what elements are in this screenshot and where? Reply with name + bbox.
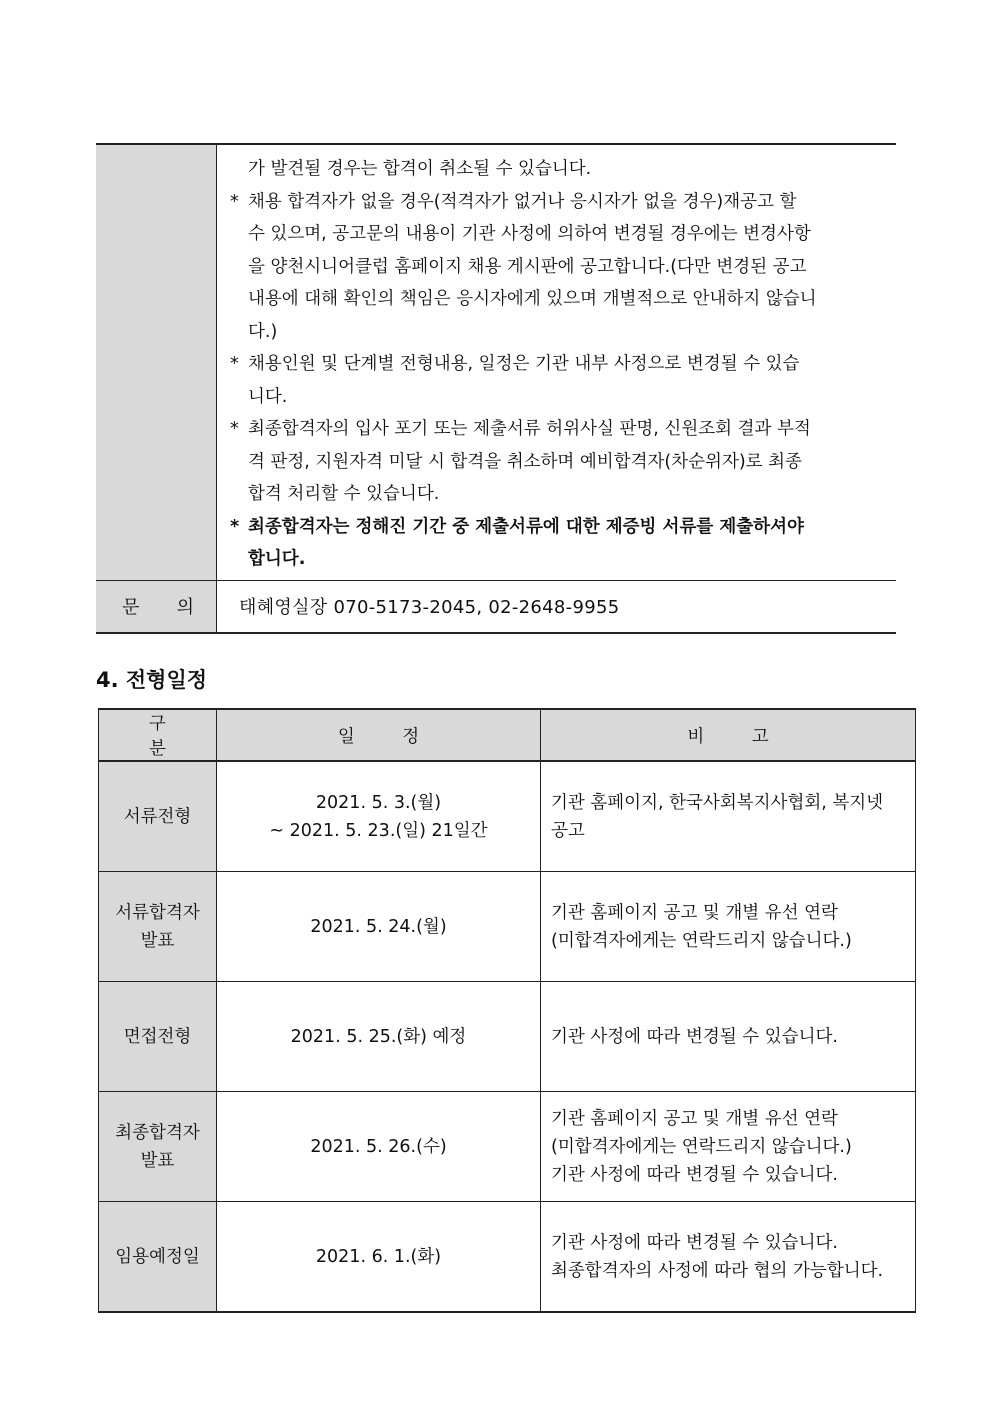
date-cell [217,1092,541,1202]
contact-label [96,593,216,619]
stage-line: 서류합격자 [115,902,200,923]
bullet-asterisk: * [230,516,240,537]
header-category: 구 분 [99,709,217,761]
bullet-asterisk: * [230,191,239,212]
note-text: 최종합격자의 입사 포기 또는 제출서류 허위사실 판명, 신원조회 결과 부적 [248,419,811,439]
note-line: (미합격자에게는 연락드리지 않습니다.) [551,1136,852,1157]
notes-list [217,145,896,580]
note-line: 기관 홈페이지 공고 및 개별 유선 연락 [551,902,838,923]
header-schedule: 일 정 [217,709,541,761]
note-cell [541,1202,916,1313]
stage-cell [99,761,217,872]
note-line [230,511,880,544]
schedule-header-row [99,709,916,761]
stage-line: 최종합격자 [115,1122,200,1143]
stage-line: 서류전형 [123,806,192,827]
date-line: 2021. 5. 3.(월) [315,792,442,813]
bullet-asterisk: * [230,354,239,374]
bullet-asterisk: * [230,419,239,439]
contact-label-char-2: 의 [176,597,194,618]
note-text: 최종합격자는 정해진 기간 중 제출서류에 대한 제증빙 서류를 제출하셔야 [248,516,804,537]
date-line: 2021. 5. 25.(화) 예정 [290,1026,467,1047]
note-text: 합니다. [248,549,306,569]
note-line [230,186,880,219]
contact-value-cell [217,580,897,633]
stage-cell [99,982,217,1092]
section-heading: 4. 전형일정 [96,668,208,692]
schedule-body [99,761,916,1312]
notes-label-cell [96,144,217,580]
note-text: 을 양천시니어클럽 홈페이지 채용 게시판에 공고합니다.(다만 변경된 공고 [248,256,807,277]
note-line: 기관 홈페이지 공고 및 개별 유선 연락 [551,1108,838,1129]
contact-label-cell [96,580,217,633]
note-line: (미합격자에게는 연락드리지 않습니다.) [551,930,852,951]
stage-cell [99,1202,217,1313]
stage-line: 면접전형 [123,1026,192,1047]
notes-table [96,143,896,634]
date-cell [217,1202,541,1313]
schedule-table [98,708,916,1313]
schedule-row [99,761,916,872]
date-cell [217,872,541,982]
contact-label-char-1: 문 [122,597,140,618]
note-text: 수 있으며, 공고문의 내용이 기관 사정에 의하여 변경될 경우에는 변경사항 [248,224,811,244]
note-line [230,543,880,576]
note-line [230,316,880,349]
note-line: 기관 사정에 따라 변경될 수 있습니다. [551,1026,838,1047]
note-line [230,381,880,414]
note-text: 합격 처리할 수 있습니다. [248,484,440,504]
note-text: 니다. [248,386,288,407]
stage-cell [99,1092,217,1202]
date-line: ~ 2021. 5. 23.(일) 21일간 [269,820,488,841]
note-line [230,413,880,446]
note-text: 다.) [248,321,278,342]
header-remarks: 비 고 [541,709,916,761]
note-line [230,478,880,511]
note-line [230,251,880,284]
note-line [230,446,880,479]
note-cell [541,1092,916,1202]
schedule-row [99,872,916,982]
notes-content-cell [217,144,897,580]
note-cell [541,761,916,872]
date-cell [217,761,541,872]
date-line: 2021. 5. 26.(수) [310,1136,447,1157]
note-text: 격 판정, 지원자격 미달 시 합격을 취소하며 예비합격자(차순위자)로 최종 [248,451,802,472]
note-line: 공고 [551,820,585,841]
note-line [230,348,880,381]
note-line [230,283,880,316]
date-line: 2021. 5. 24.(월) [310,916,447,937]
note-text: 채용인원 및 단계별 전형내용, 일정은 기관 내부 사정으로 변경될 수 있습 [248,354,800,374]
stage-line: 임용예정일 [115,1246,200,1267]
note-text: 채용 합격자가 없을 경우(적격자가 없거나 응시자가 없을 경우)재공고 할 [248,191,797,212]
schedule-row [99,1092,916,1202]
date-line: 2021. 6. 1.(화) [315,1246,442,1267]
schedule-row [99,1202,916,1313]
note-line [230,153,880,186]
note-line: 기관 사정에 따라 변경될 수 있습니다. [551,1232,838,1253]
date-cell [217,982,541,1092]
contact-value: 태혜영실장 070-5173-2045, 02-2648-9955 [239,597,620,618]
note-line: 기관 홈페이지, 한국사회복지사협회, 복지넷 [551,792,884,813]
stage-cell [99,872,217,982]
note-cell [541,982,916,1092]
note-line: 최종합격자의 사정에 따라 협의 가능합니다. [551,1260,884,1281]
note-line: 기관 사정에 따라 변경될 수 있습니다. [551,1164,838,1185]
schedule-row [99,982,916,1092]
stage-line: 발표 [140,1150,175,1171]
stage-line: 발표 [140,930,175,951]
note-line [230,218,880,251]
note-text: 가 발견될 경우는 합격이 취소될 수 있습니다. [248,159,592,179]
note-text: 내용에 대해 확인의 책임은 응시자에게 있으며 개별적으로 안내하지 않습니 [248,289,817,309]
note-cell [541,872,916,982]
